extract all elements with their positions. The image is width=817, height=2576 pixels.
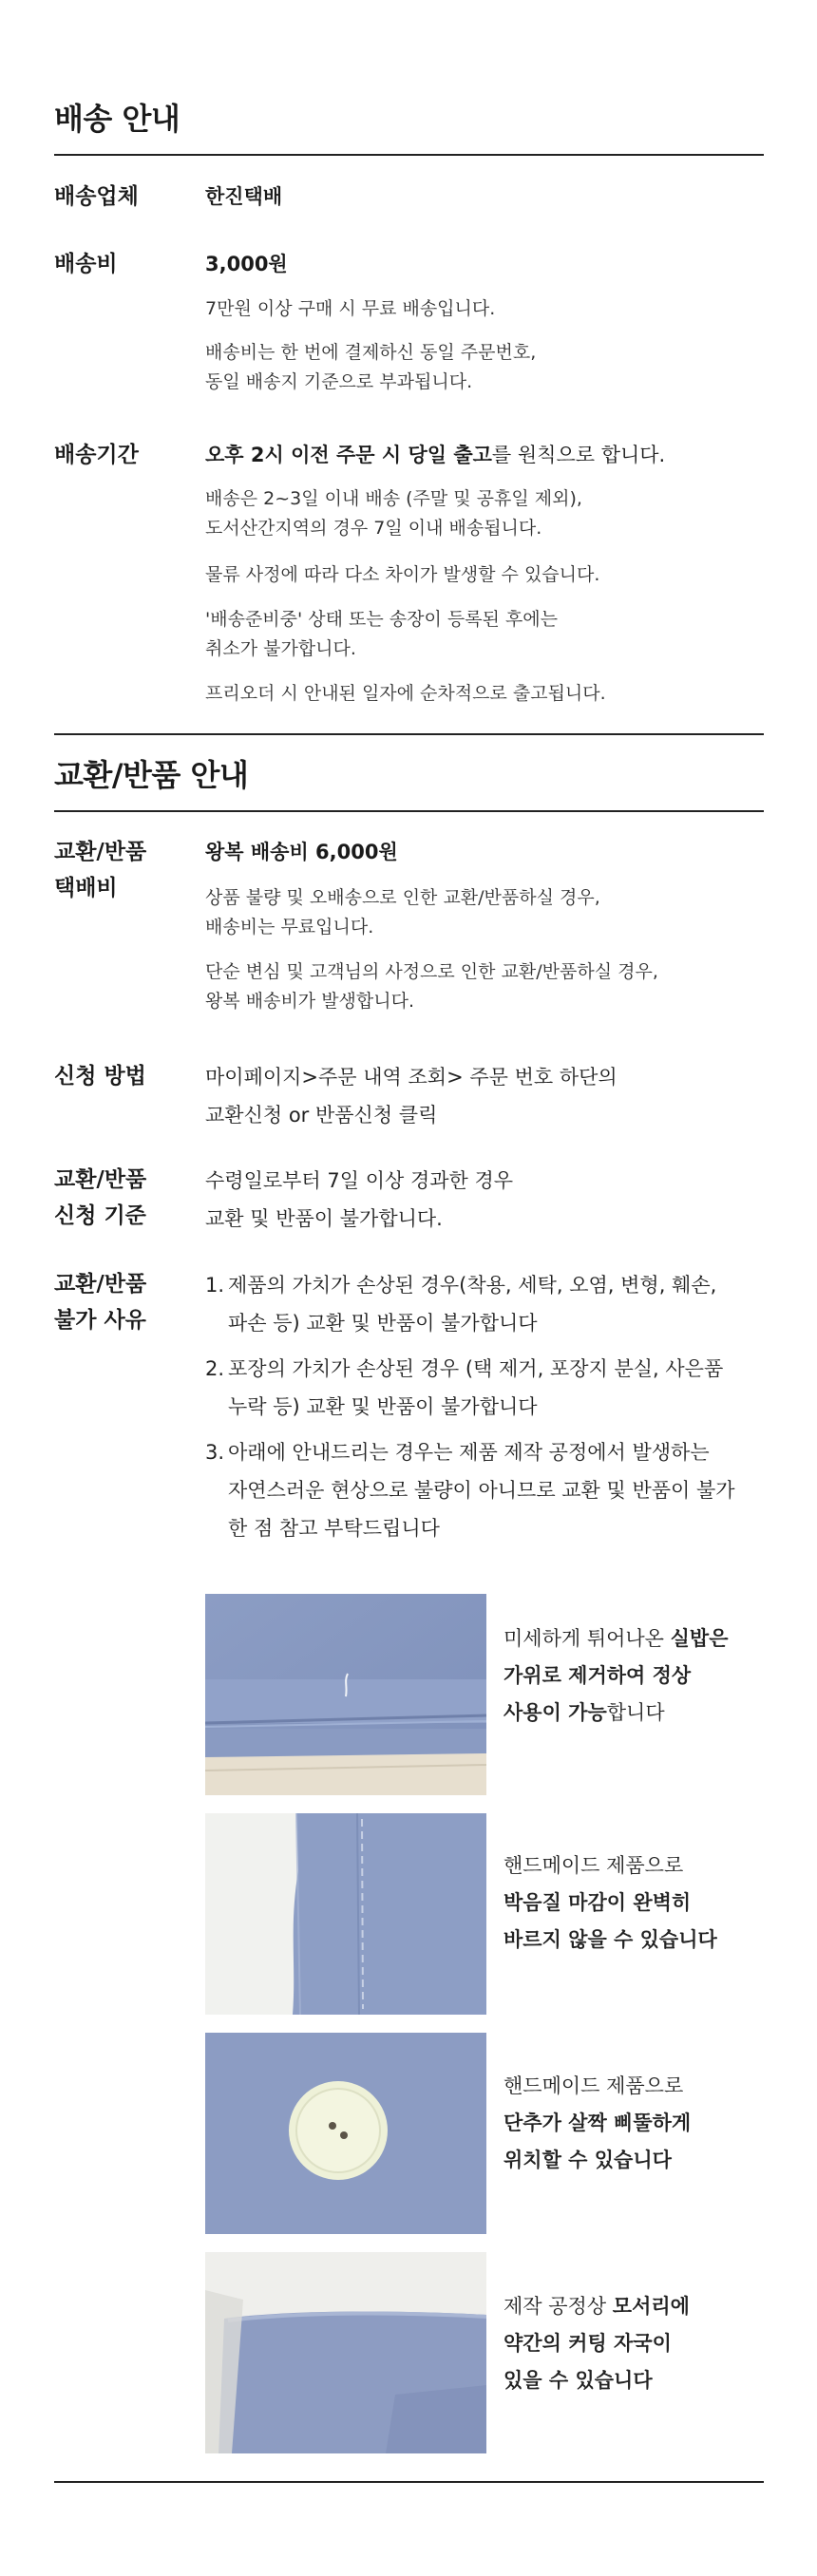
- delivery-time-note: 배송은 2~3일 이내 배송 (주말 및 공휴일 제외), 도서산간지역의 경우 7일 이내 배송됩니다.: [205, 488, 582, 539]
- return-fee-label: 교환/반품 택배비: [54, 840, 147, 900]
- edge-cut-photo: [205, 2252, 486, 2453]
- shipping-fee-label: 배송비: [54, 252, 118, 276]
- preorder-note: 프리오더 시 안내된 일자에 순차적으로 출고됩니다.: [205, 683, 606, 704]
- logistics-note: 물류 사정에 따라 다소 차이가 발생할 수 있습니다.: [205, 564, 600, 585]
- request-method-text: 마이페이지>주문 내역 조회> 주문 번호 하단의 교환신청 or 반품신청 클릭: [205, 1066, 618, 1127]
- divider: [54, 810, 764, 812]
- reason-item: 3. 아래에 안내드리는 경우는 제품 제작 공정에서 발생하는 자연스러운 현상으로 불량이 아니므로 교환 및 반품이 불가 한 점 참고 부탁드립니다: [205, 1441, 735, 1540]
- divider: [54, 2481, 764, 2483]
- shipping-fee-value: 3,000원: [205, 253, 288, 275]
- request-method-label: 신청 방법: [54, 1064, 146, 1089]
- shipping-period-label: 배송기간: [54, 443, 139, 467]
- carrier-value: 한진택배: [205, 185, 283, 208]
- stitching-photo: [205, 1813, 486, 2015]
- divider: [54, 154, 764, 156]
- shipping-period-value: 오후 2시 이전 주문 시 당일 출고를 원칙으로 합니다.: [205, 444, 666, 466]
- request-criteria-text: 수령일로부터 7일 이상 경과한 경우 교환 및 반품이 불가합니다.: [205, 1169, 514, 1230]
- cancel-policy-note: '배송준비중' 상태 또는 송장이 등록된 후에는 취소가 불가합니다.: [205, 609, 559, 659]
- carrier-label: 배송업체: [54, 184, 139, 209]
- button-photo: [205, 2033, 486, 2234]
- free-shipping-note: 7만원 이상 구매 시 무료 배송입니다.: [205, 298, 496, 319]
- reason-item: 2. 포장의 가치가 손상된 경우 (택 제거, 포장지 분실, 사은품 누락 등) 교환 및 반품이 불가합니다: [205, 1357, 724, 1418]
- fee-policy-note: 배송비는 한 번에 결제하신 동일 주문번호, 동일 배송지 기준으로 부과됩니다.: [205, 342, 537, 392]
- request-criteria-label: 교환/반품 신청 기준: [54, 1167, 147, 1228]
- defect-fee-note: 상품 불량 및 오배송으로 인한 교환/반품하실 경우, 배송비는 무료입니다.: [205, 887, 600, 938]
- reason-item: 1. 제품의 가치가 손상된 경우(착용, 세탁, 오염, 변형, 훼손, 파손 등) 교환 및 반품이 불가합니다: [205, 1274, 717, 1335]
- divider: [54, 733, 764, 735]
- stitching-caption: 핸드메이드 제품으로 박음질 마감이 완벽히 바르지 않을 수 있습니다: [504, 1854, 717, 1951]
- return-fee-value: 왕복 배송비 6,000원: [205, 841, 398, 863]
- shipping-section-title: 배송 안내: [54, 101, 180, 137]
- non-returnable-reasons-list: [205, 1266, 735, 1555]
- loose-thread-caption: 미세하게 튀어나온 실밥은 가위로 제거하여 정상 사용이 가능합니다: [504, 1627, 729, 1724]
- change-of-mind-fee-note: 단순 변심 및 고객님의 사정으로 인한 교환/반품하실 경우, 왕복 배송비가 발생합니다.: [205, 961, 658, 1012]
- loose-thread-photo: [205, 1594, 486, 1795]
- exchange-section-title: 교환/반품 안내: [54, 757, 249, 793]
- non-returnable-reasons-label: 교환/반품 불가 사유: [54, 1272, 147, 1333]
- edge-cut-caption: 제작 공정상 모서리에 약간의 커팅 자국이 있을 수 있습니다: [504, 2295, 690, 2392]
- button-caption: 핸드메이드 제품으로 단추가 살짝 삐뚤하게 위치할 수 있습니다: [504, 2074, 692, 2171]
